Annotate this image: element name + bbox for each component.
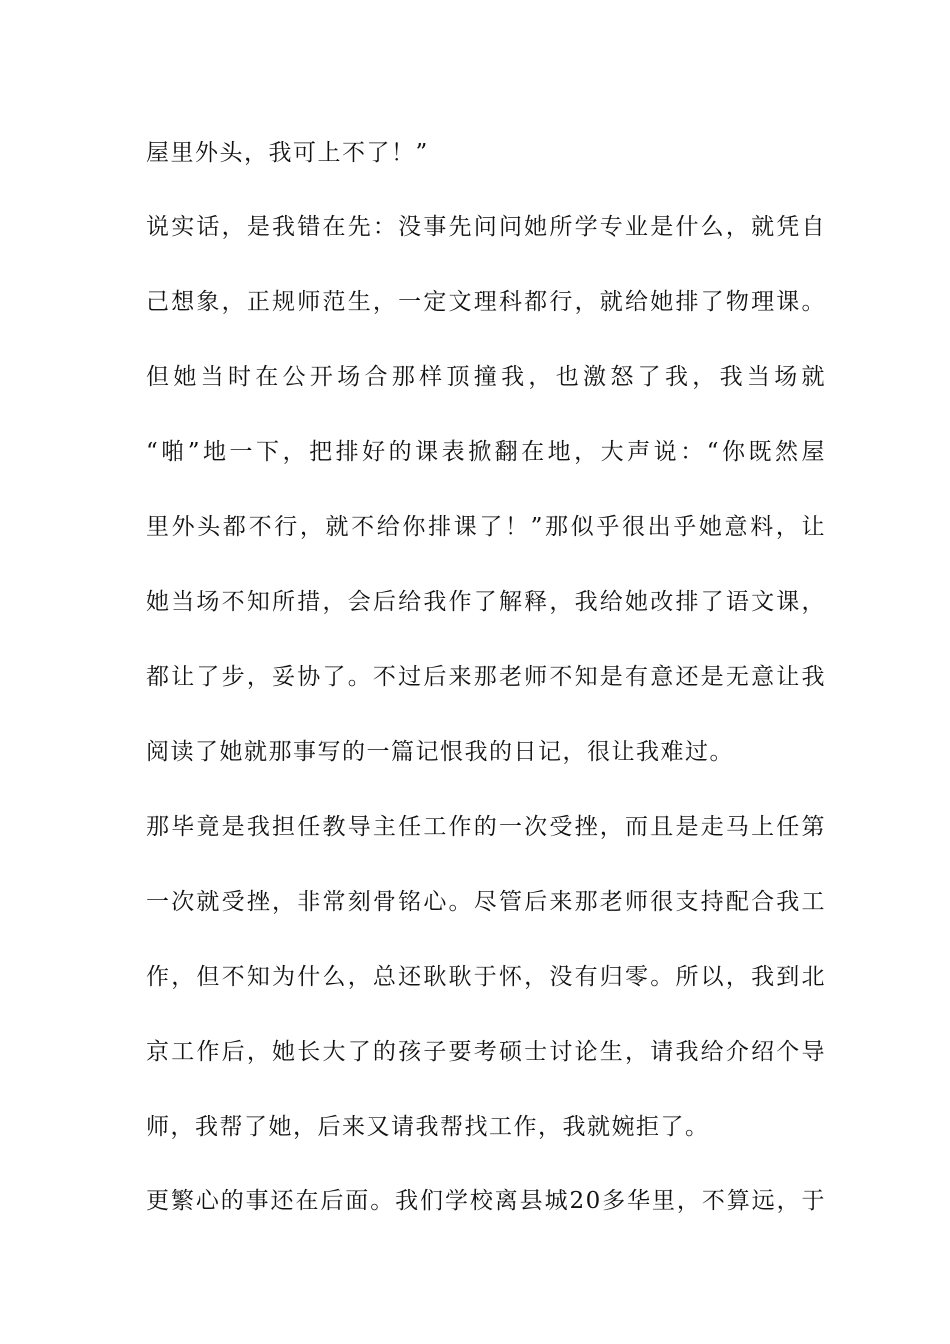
text-line: 己想象，正规师范生，一定文理科都行，就给她排了物理课。 (146, 289, 826, 315)
text-line: 都让了步，妥协了。不过后来那老师不知是有意还是无意让我 (146, 664, 826, 690)
text-line: 里外头都不行，就不给你排课了！”那似乎很出乎她意料，让 (146, 514, 826, 540)
text-line: 阅读了她就那事写的一篇记恨我的日记，很让我难过。 (146, 739, 734, 765)
text-line: 师，我帮了她，后来又请我帮找工作，我就婉拒了。 (146, 1114, 710, 1140)
text-line: 一次就受挫，非常刻骨铭心。尽管后来那老师很支持配合我工 (146, 889, 826, 915)
text-line: 作，但不知为什么，总还耿耿于怀，没有归零。所以，我到北 (146, 964, 826, 990)
text-line: “啪”地一下，把排好的课表掀翻在地，大声说：“你既然屋 (146, 439, 826, 465)
text-line: 京工作后，她长大了的孩子要考硕士讨论生，请我给介绍个导 (146, 1039, 826, 1065)
text-line: 但她当时在公开场合那样顶撞我，也激怒了我，我当场就 (146, 364, 826, 390)
text-line: 屋里外头，我可上不了！” (146, 140, 429, 166)
text-line: 那毕竟是我担任教导主任工作的一次受挫，而且是走马上任第 (146, 814, 826, 840)
text-line: 说实话，是我错在先：没事先问问她所学专业是什么，就凭自 (146, 214, 826, 240)
text-line: 更繁心的事还在后面。我们学校离县城20多华里，不算远，于 (146, 1188, 826, 1214)
text-line: 她当场不知所措，会后给我作了解释，我给她改排了语文课， (146, 589, 826, 615)
